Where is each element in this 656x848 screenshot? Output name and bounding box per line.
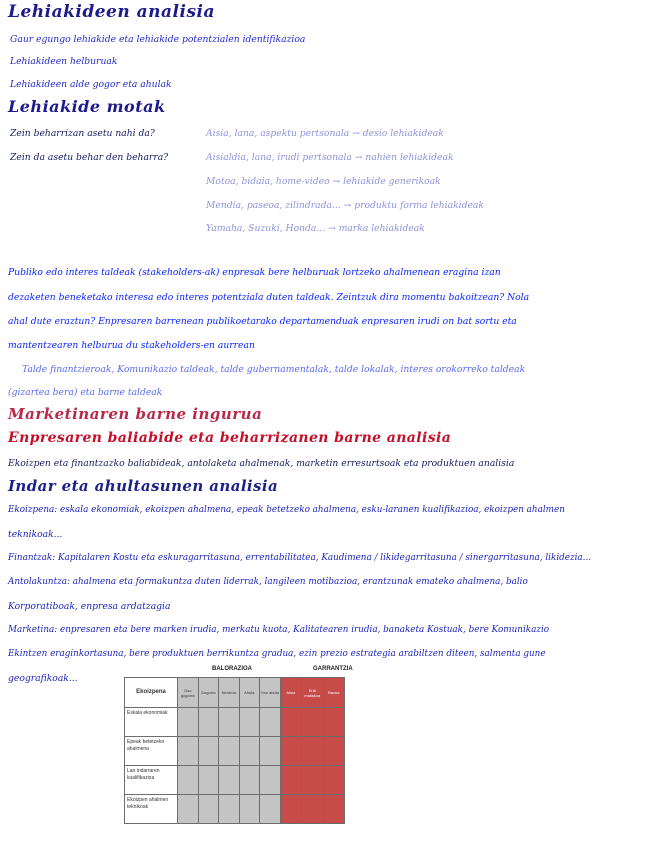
strengths-line-3: Finantzak: Kapitalaren Kostu eta eskuragarritasuna, errentabilitatea, Kaudimena / likidegarritasuna / sinergarritasuna, likidezia... — [8, 553, 592, 563]
table-col-header: Altua — [280, 678, 302, 708]
types-answer-3: Motoa, bidaia, home-video → lehiakide generikoak — [206, 176, 441, 187]
strengths-line-8: geografikoak... — [8, 673, 78, 684]
evaluation-grid — [124, 677, 345, 824]
table-group-balorazioa: BALORAZIOA — [212, 666, 252, 672]
strengths-line-4: Antolakuntza: ahalmena eta formakuntza duten liderrak, langileen motibazioa, erantzunak emateko ahalmena, balio — [8, 577, 528, 587]
intro-line-3: Lehiakideen alde gogor eta ahulak — [10, 79, 172, 90]
table-col-header: Ahula — [239, 678, 260, 708]
intro-line-2: Lehiakideen helburuak — [10, 56, 118, 67]
table-col-header: Oso gogorra — [178, 678, 199, 708]
stake-groups-line-2: (gizartea bera) eta barne taldeak — [8, 387, 163, 398]
strengths-heading: Indar eta ahultasunen analisia — [8, 477, 279, 495]
table-group-garrantzia: GARRANTZIA — [313, 666, 353, 672]
strengths-line-2: teknikoak... — [8, 529, 63, 540]
resources-line: Ekoizpen eta finantzazko baliabideak, antolaketa ahalmenak, marketin erresurtsoak eta produktuen analisia — [8, 458, 515, 469]
types-question-1: Zein beharrizan asetu nahi da? — [10, 128, 155, 139]
table-row-label: Epeak betetzeko ahalmena — [125, 737, 178, 766]
intro-line-1: Gaur egungo lehiakide eta lehiakide potentzialen identifikazioa — [10, 34, 306, 45]
strengths-line-1: Ekoizpena: eskala ekonomiak, ekoizpen ahalmena, epeak betetzeko ahalmena, esku-laranen kualifikazioa, ekoizpen ahalmen — [8, 505, 565, 515]
table-col-header: Gogorra — [198, 678, 219, 708]
types-answer-2: Aisialdia, lana, irudi pertsonala → nahien lehiakideak — [206, 152, 454, 163]
resources-heading: Enpresaren baliabide eta beharrizanen barne analisia — [8, 430, 452, 446]
stakeholders-line-4: mantentzearen helburua du stakeholders-en aurrean — [8, 340, 255, 351]
table-row — [125, 795, 345, 824]
types-answer-5: Yamaha, Suzuki, Honda... → marka lehiakideak — [206, 223, 425, 234]
evaluation-table — [124, 665, 374, 827]
table-col-header: Oso ahula — [260, 678, 281, 708]
table-row — [125, 737, 345, 766]
stake-groups-line-1: Talde finantzieroak, Komunikazio taldeak, talde gubernamentalak, talde lokalak, interes orokorreko taldeak — [22, 364, 526, 375]
strengths-line-7: Ekintzen eraginkortasuna, bere produktuen berrikuntza gradua, ezin prezio estrategia arabiltzen diteen, salmenta gune — [8, 649, 546, 659]
strengths-line-6: Marketina: enpresaren eta bere marken irudia, merkatu kuota, Kalitatearen irudia, banaketa Kostuak, bere Komunikazio — [8, 625, 550, 635]
types-question-2: Zein da asetu behar den beharra? — [10, 152, 169, 163]
stakeholders-line-3: ahal dute eraztun? Enpresaren barrenean publikoetarako departamenduak enpresaren irudi on bat sortu eta — [8, 316, 517, 327]
table-row-header: Ekoizpena — [125, 678, 178, 708]
types-heading: Lehiakide motak — [8, 97, 166, 116]
internal-heading: Marketinaren barne ingurua — [8, 405, 263, 423]
types-answer-1: Aisia, lana, aspektu pertsonala → desio lehiakideak — [206, 128, 444, 139]
types-answer-4: Mendia, paseoa, zilindrada... → produktu forma lehiakideak — [206, 200, 484, 211]
stakeholders-line-1: Publiko edo interes taldeak (stakeholders-ak) enpresak bere helburuak lortzeko ahalmenean eragina izan — [8, 267, 501, 278]
table-row — [125, 708, 345, 737]
table-col-header: Neutroa — [219, 678, 240, 708]
table-row-label: Ekoizpen ahalmen teknikoak — [125, 795, 178, 824]
page-title: Lehiakideen analisia — [8, 2, 215, 22]
strengths-line-5: Korporatiboak, enpresa ardatzagia — [8, 601, 171, 612]
table-col-header: Erdi mailakoa — [302, 678, 324, 708]
table-row — [125, 766, 345, 795]
table-col-header: Baxua — [323, 678, 345, 708]
stakeholders-line-2: dezaketen beneketako interesa edo interes potentziala duten taldeak. Zeintzuk dira momentu bakoitzean? Nola — [8, 292, 530, 303]
table-row-label: Lan indarraren kualifikazioa — [125, 766, 178, 795]
table-row-label: Eskala ekonomiak — [125, 708, 178, 737]
